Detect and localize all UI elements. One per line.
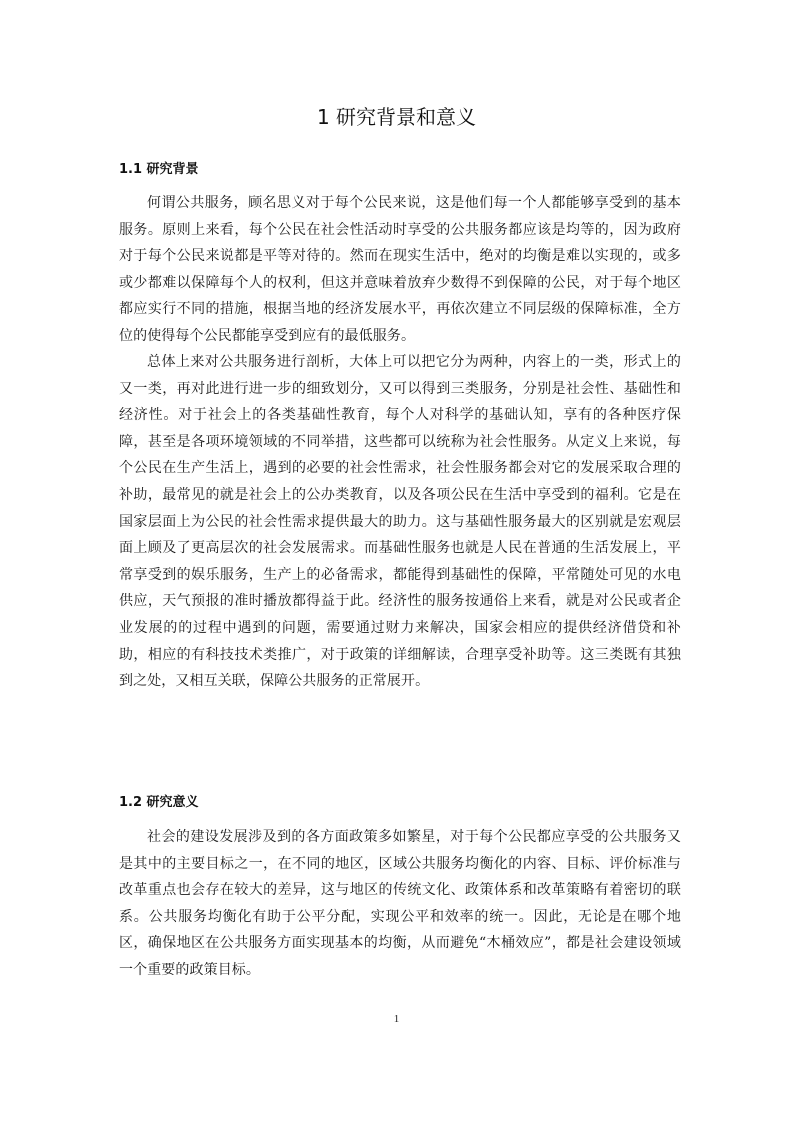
chapter-title: 1 研究背景和意义 [316,105,477,129]
paragraph-background-1: 何谓公共服务，顾名思义对于每个公民来说，这是他们每一个人都能够享受到的基本服务。原则上来看，每个公民在社会性活动时享受的公共服务都应该是均等的，因为政府对于每个公民来说都是平等对待的。然而在现实生活中，绝对的均衡是难以实现的，或多或少都难以保障每个人的权利，但这并意味着放弃少数得不到保障的公民，对于每个地区都应实行不同的措施，根据当地的经济发展水平，再依次建立不同层级的保障标准，全方位的使得每个公民都能享受到应有的最低服务。 [119,195,681,344]
paragraph-background-2: 总体上来对公共服务进行剖析，大体上可以把它分为两种，内容上的一类，形式上的又一类，再对此进行进一步的细致划分，又可以得到三类服务，分别是社会性、基础性和经济性。对于社会上的各类基础性教育，每个人对科学的基础认知，享有的各种医疗保障，甚至是各项环境领域的不同举措，这些都可以统称为社会性服务。从定义上来说，每个公民在生产生活上，遇到的必要的社会性需求，社会性服务都会对它的发展采取合理的补助，最常见的就是社会上的公办类教育，以及各项公民在生活中享受到的福利。它是在国家层面上为公民的社会性需求提供最大的助力。这与基础性服务最大的区别就是宏观层面上顾及了更高层次的社会发展需求。而基础性服务也就是人民在普通的生活发展上，平常享受到的娱乐服务，生产上的必备需求，都能得到基础性的保障，平常随处可见的水电供应，天气预报的准时播放都得益于此。经济性的服务按通俗上来看，就是对公民或者企业发展的的过程中遇到的问题，需要通过财力来解决，国家会相应的提供经济借贷和补助，相应的有科技技术类推广，对于政策的详细解读，合理享受补助等。这三类既有其独到之处，又相互关联，保障公共服务的正常展开。 [119,354,681,690]
paragraph-significance-1: 社会的建设发展涉及到的各方面政策多如繁星，对于每个公民都应享受的公共服务又是其中的主要目标之一，在不同的地区，区域公共服务均衡化的内容、目标、评价标准与改革重点也会存在较大的差异，这与地区的传统文化、政策体系和改革策略有着密切的联系。公共服务均衡化有助于公平分配，实现公平和效率的统一。因此，无论是在哪个地区，确保地区在公共服务方面实现基本的均衡，从而避免“木桶效应”，都是社会建设领域一个重要的政策目标。 [119,829,681,978]
page-number: 1 [393,1013,400,1025]
section-heading-background: 1.1 研究背景 [119,162,199,177]
section-heading-significance: 1.2 研究意义 [119,795,199,810]
